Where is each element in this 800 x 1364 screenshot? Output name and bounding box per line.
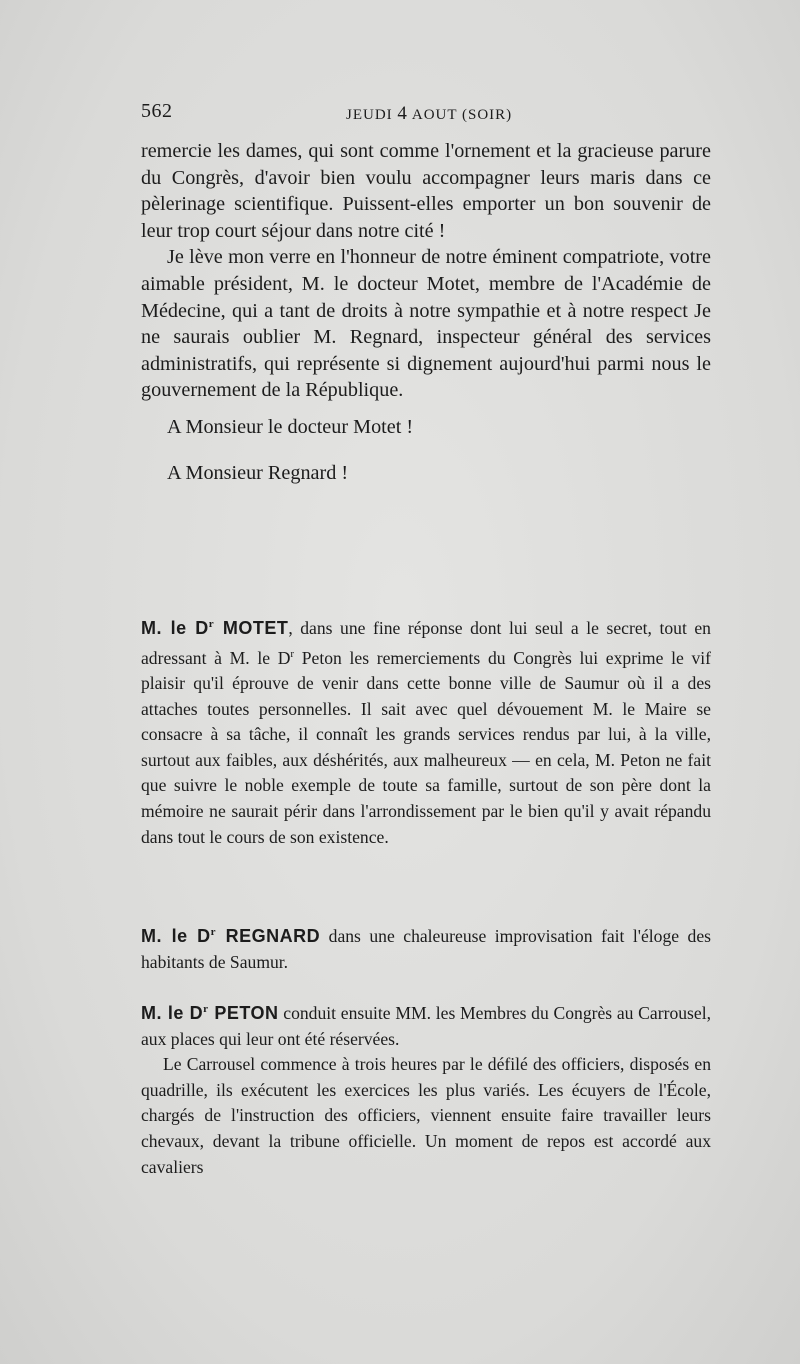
regnard-text: dans une chaleureuse improvisation fait l'éloge des habitants de Saumur. [141,926,711,972]
speaker-prefix: M. le D [141,926,211,946]
speech-text [141,138,711,505]
speaker-motet [141,618,288,638]
page-header [141,100,711,130]
speaker-prefix: M. le D [141,1003,204,1023]
page-number: 562 [141,100,173,122]
motet-section [141,612,711,850]
speech-paragraph-2: Je lève mon verre en l'honneur de notre éminent compatriote, votre aimable président, M. le docteur Motet, membre de l'Académie de Médecine, qui a tant de droits à notre sympathie et à notre respect Je ne saurais oublier M. Regnard, inspecteur général des services administratifs, qui représente si dignement aujourd'hui parmi nous le gouvernement de la République. [141,246,711,402]
regnard-section [141,920,711,975]
speaker-name: MOTET [222,618,289,638]
running-head-day: JEUDI [346,107,393,123]
toasts [141,414,711,486]
speaker-sup: r [208,618,215,630]
speaker-peton [141,1003,279,1023]
peton-section [141,997,711,1180]
speech-paragraph-1: remercie les dames, qui sont comme l'ornement et la gracieuse parure du Congrès, d'avoir bien voulu accompagner leurs maris dans ce pèlerinage scientifique. Puissent-elles emporter un bon souvenir de leur trop court séjour dans notre cité ! [141,140,711,242]
speaker-sup: r [210,926,217,938]
peton-paragraph-2: Le Carrousel commence à trois heures par le défilé des officiers, disposés en quadrille, ils exécutent les exercices les plus variés. Les écuyers de l'École, chargés de l'instruction des officiers, viennent ensuite faire travailler leurs chevaux, devant la tribune officielle. Un moment de repos est accordé aux cavaliers [141,1054,711,1177]
toast-motet: A Monsieur le docteur Motet ! [167,415,414,438]
speaker-sup: r [203,1003,209,1015]
regnard-paragraph [141,920,711,975]
peton-paragraph-1 [141,997,711,1052]
speaker-name: REGNARD [225,926,321,946]
speaker-regnard [141,926,320,946]
motet-paragraph [141,612,711,850]
peton-text: conduit ensuite MM. les Membres du Congrès au Carrousel, aux places qui leur ont été réservées. [141,1003,711,1049]
toast-regnard: A Monsieur Regnard ! [167,461,349,484]
motet-text-a: , dans une fine réponse dont lui seul a le secret, tout en adressant à M. le D [141,618,711,668]
speaker-name: PETON [214,1003,279,1023]
motet-text-b: Peton les remerciements du Congrès lui exprime le vif plaisir qu'il éprouve de venir dans cette bonne ville de Saumur où il a des attaches toutes personnelles. Il sait avec quel dévouement M. le Maire se consacre à sa tâche, il connaît les grands services rendus par lui, à la ville, surtout aux faibles, aux déshérités, aux malheureux — en cela, M. Peton ne fait que suivre le noble exemple de toute sa famille, surtout de son père dont la mémoire ne saurait périr dans l'arrondissement par le bien qu'il y avait répandu dans tout le cours de son existence. [141,647,711,847]
running-head-rest: AOUT (SOIR) [411,107,513,123]
running-head-num: 4 [397,103,408,124]
speaker-prefix: M. le D [141,618,209,638]
running-head [346,103,512,125]
motet-text-sup: r [290,647,295,660]
